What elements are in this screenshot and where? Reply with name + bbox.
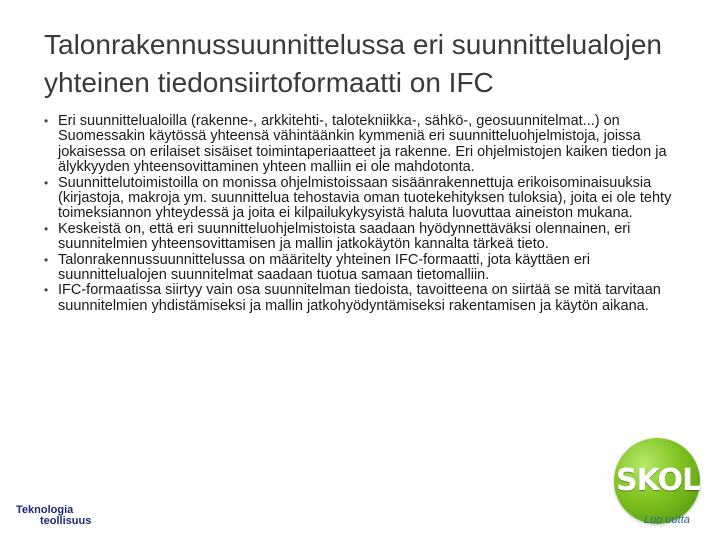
logo-line-1: Teknologia: [16, 504, 74, 516]
bullet-item: • Keskeistä on, että eri suunnitteluohjelmistoista saadaan hyödynnettäväksi olennainen, eri suunnitelmien yhteensovittamisen ja mallin jatkokäytön kannalta tärkeä tieto.: [44, 222, 684, 253]
bullet-list: [44, 114, 684, 314]
skol-tagline: Luo uutta: [644, 514, 690, 526]
skol-logo: [606, 438, 710, 532]
bullet-item: • Talonrakennussuunnittelussa on määritelty yhteinen IFC-formaatti, jota käyttäen eri suunnittelualojen suunnitelmat saadaan tuotua samaan tietomalliin.: [44, 253, 684, 284]
skol-logo-text: SKOL: [616, 463, 701, 498]
logo-line-2: teollisuus: [40, 515, 92, 527]
teknologiateollisuus-logo: [16, 505, 91, 527]
bullet-item: • IFC-formaatissa siirtyy vain osa suunnitelman tiedoista, tavoitteena on siirtää se mitä tarvitaan suunnitelmien yhdistämiseksi ja mallin jatkohyödyntämiseksi rakentamisen ja käytön aikana.: [44, 283, 684, 314]
bullet-item: • Suunnittelutoimistoilla on monissa ohjelmistoissaan sisäänrakennettuja erikoisominaisuuksia (kirjastoja, makroja ym. suunnittelua tehostavia oman tuotekehityksen tuloksia), joita ei ole tehty toimeksiannon yhteydessä ja joita ei kilpailukykysyistä haluta luovuttaa aineiston mukana.: [44, 176, 684, 222]
slide-title: Talonrakennussuunnittelussa eri suunnittelualojen yhteinen tiedonsiirtoformaatti on IFC: [44, 29, 662, 98]
bullet-item: • Eri suunnittelualoilla (rakenne-, arkkitehti-, talotekniikka-, sähkö-, geosuunnitelmat...) on Suomessakin käytössä yhteensä vähintäänkin kymmeniä eri suunnitteluohjelmistoja, joissa jokaisessa on erilaiset sisäiset toimintaperiaatteet ja rakenne. Eri ohjelmistojen kaiken tiedon ja älykkyyden yhteensovittaminen yhteen malliin ei ole mahdotonta.: [44, 114, 684, 176]
